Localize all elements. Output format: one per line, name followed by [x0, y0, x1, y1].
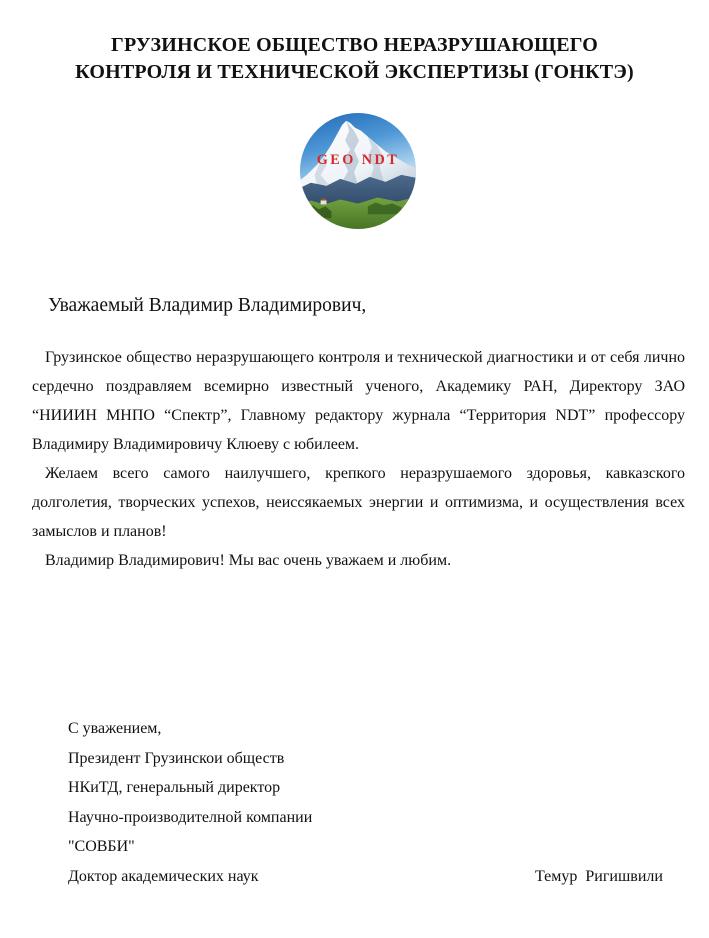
- signatory-name: Темур Ригишвили: [535, 868, 663, 885]
- signature-company: "СОВБИ": [68, 838, 135, 856]
- geo-ndt-logo: [299, 112, 417, 230]
- signature-title-1: Президент Грузинскои обществ: [68, 749, 285, 767]
- signature-block: [68, 714, 312, 892]
- paragraph-3-line-1: Владимир Владимирович! Мы вас очень уважаем и любим.: [45, 552, 452, 569]
- logo-text: GEO NDT: [316, 152, 400, 169]
- paragraph-2-line-3: замыслов и планов!: [32, 523, 167, 540]
- signature-closing: С уважением,: [68, 720, 162, 737]
- paragraph-1-line-1: Грузинское общество неразрушающего контроля и технической диагностики и от себя лично: [45, 349, 685, 366]
- salutation: Уважаемый Владимир Владимирович,: [48, 295, 367, 316]
- logo-picture: [299, 112, 417, 230]
- title-line-2: КОНТРОЛЯ И ТЕХНИЧЕСКОЙ ЭКСПЕРТИЗЫ (ГОНКТЭ): [75, 61, 634, 83]
- title-line-1: ГРУЗИНСКОЕ ОБЩЕСТВО НЕРАЗРУШАЮЩЕГО: [111, 34, 598, 56]
- document-title: [0, 32, 709, 86]
- paragraph-2-line-1: Желаем всего самого наилучшего, крепкого неразрушаемого здоровья, кавказского: [45, 465, 685, 482]
- letter-body: [32, 343, 685, 575]
- signature-degree: Доктор академических наук: [68, 867, 259, 885]
- signature-title-2: НКиТД, генеральный директор: [68, 779, 281, 797]
- signature-title-3: Научно-производителной компании: [68, 808, 313, 826]
- paragraph-1-line-3: “НИИИН МНПО “Спектр”, Главному редактору журнала “Территория NDT” профессору: [32, 407, 685, 424]
- paragraph-2-line-2: долголетия, творческих успехов, неиссякаемых энергии и оптимизма, и осуществления всех: [32, 494, 685, 511]
- paragraph-1-line-4: Владимиру Владимировичу Клюеву с юбилеем.: [32, 436, 360, 453]
- paragraph-1-line-2: сердечно поздравляем всемирно известный ученого, Академику РАН, Директору ЗАО: [32, 378, 685, 395]
